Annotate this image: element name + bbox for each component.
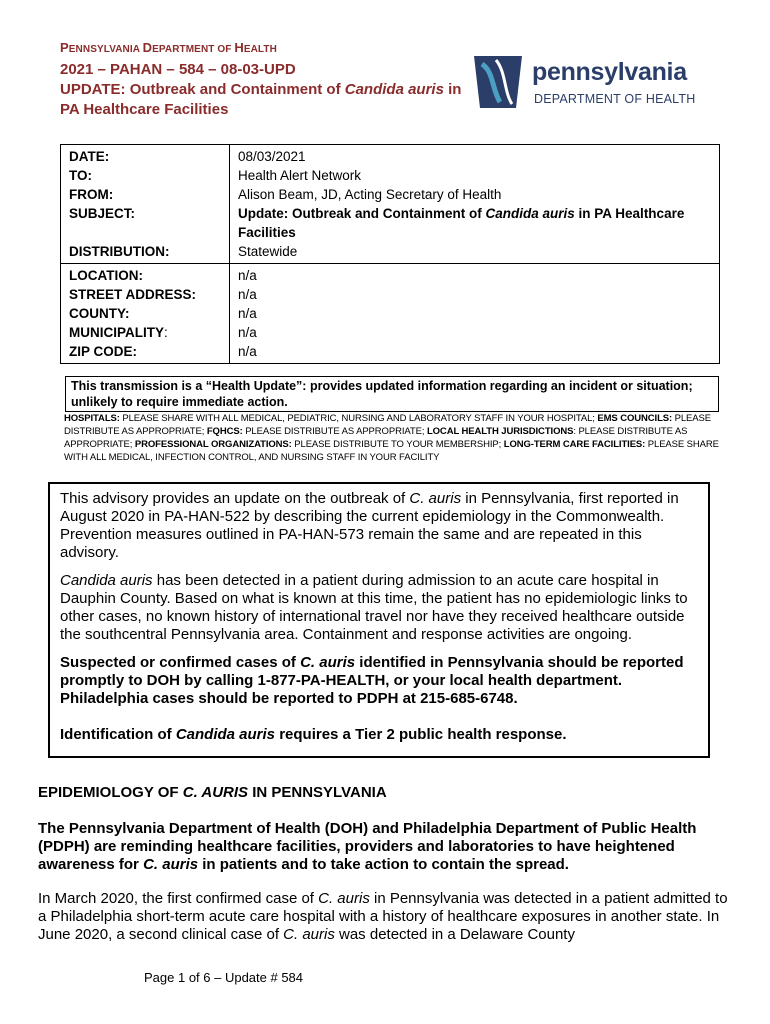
from-label: FROM: <box>69 187 114 202</box>
field-labels <box>61 145 230 264</box>
distribution-value: Statewide <box>238 244 298 259</box>
advisory-paragraph: Candida auris has been detected in a patient during admission to an acute care hospital in Dauphin County. Based on what is known at this time, the patient has no epidemiologic links to other cases, no known history of international travel nor have they received healthcare outside the southcentral Pennsylvania area. Containment and response activities are ongoing. <box>60 572 688 643</box>
body-paragraph: The Pennsylvania Department of Health (DOH) and Philadelphia Department of Public Health (PDPH) are reminding healthcare facilities, providers and laboratories to have heightened awareness for C. auris in patients and to take action to contain the spread. <box>38 820 697 873</box>
street-value: n/a <box>238 287 257 302</box>
to-label: TO: <box>69 168 92 183</box>
county-value: n/a <box>238 306 257 321</box>
location-value: n/a <box>238 268 257 283</box>
advisory-summary-box <box>48 482 710 758</box>
table-row <box>61 264 720 364</box>
subject-value: Update: Outbreak and Containment of Candida auris in PA Healthcare Facilities <box>238 206 685 240</box>
document-header <box>60 38 480 120</box>
municipality-label: MUNICIPALITY: <box>69 325 168 340</box>
title-line: UPDATE: Outbreak and Containment of Candida auris in <box>60 81 462 98</box>
street-label: STREET ADDRESS: <box>69 287 197 302</box>
response-tier: Identification of Candida auris requires a Tier 2 public health response. <box>60 726 567 743</box>
date-value: 08/03/2021 <box>238 149 306 164</box>
location-values <box>230 264 720 364</box>
logo-wordmark: pennsylvania <box>532 58 687 86</box>
subject-label: SUBJECT: <box>69 206 136 221</box>
spacer <box>69 223 221 242</box>
location-labels <box>61 264 230 364</box>
transmission-type-box: This transmission is a “Health Update”: provides updated information regarding an incident or situation; unlikely to require immediate action. <box>65 376 719 412</box>
to-value: Health Alert Network <box>238 168 362 183</box>
body-paragraph: In March 2020, the first confirmed case of C. auris in Pennsylvania was detected in a patient admitted to a Philadelphia short-term acute care hospital with a history of healthcare exposures in another state. In June 2020, a second clinical case of C. auris was detected in a Delaware County <box>38 890 728 943</box>
from-value: Alison Beam, JD, Acting Secretary of Health <box>238 187 502 202</box>
page-footer: Page 1 of 6 – Update # 584 <box>144 970 304 985</box>
zip-value: n/a <box>238 344 257 359</box>
department-name: PENNSYLVANIA DEPARTMENT OF HEALTH <box>60 40 277 55</box>
date-label: DATE: <box>69 149 110 164</box>
han-number: 2021 – PAHAN – 584 – 08-03-UPD <box>60 61 296 78</box>
distribution-label: DISTRIBUTION: <box>69 244 170 259</box>
title-line-2: PA Healthcare Facilities <box>60 101 229 118</box>
location-label: LOCATION: <box>69 268 143 283</box>
zip-label: ZIP CODE: <box>69 344 138 359</box>
table-row <box>61 145 720 264</box>
logo-subtitle: DEPARTMENT OF HEALTH <box>534 92 696 106</box>
advisory-paragraph: This advisory provides an update on the outbreak of C. auris in Pennsylvania, first reported in August 2020 in PA-HAN-522 by describing the current epidemiology in the Commonwealth. Prevention measures outlined in PA-HAN-573 remain the same and are repeated in this advisory. <box>60 490 679 561</box>
county-label: COUNTY: <box>69 306 130 321</box>
field-values <box>230 145 720 264</box>
reporting-instructions: Suspected or confirmed cases of C. auris identified in Pennsylvania should be reported promptly to DOH by calling 1-877-PA-HEALTH, or your local health department. Philadelphia cases should be reported to PDPH at 215-685-6748. <box>60 654 684 707</box>
section-heading: EPIDEMIOLOGY OF C. AURIS IN PENNSYLVANIA <box>38 784 387 801</box>
header-info-table <box>60 144 720 364</box>
municipality-value: n/a <box>238 325 257 340</box>
distribution-instructions: HOSPITALS: PLEASE SHARE WITH ALL MEDICAL, PEDIATRIC, NURSING AND LABORATORY STAFF IN YOUR HOSPITAL; EMS COUNCILS: PLEASE DISTRIBUTE AS APPROPRIATE; FQHCS: PLEASE DISTRIBUTE AS APPROPRIATE; LOCAL HEALTH JURISDICTIONS: PLEASE DISTRIBUTE AS APPROPRIATE; PROFESSIONAL ORGANIZATIONS: PLEASE DISTRIBUTE TO YOUR MEMBERSHIP; LONG-TERM CARE FACILITIES: PLEASE SHARE WITH ALL MEDICAL, INFECTION CONTROL, AND NURSING STAFF IN YOUR FACILITY <box>64 413 719 463</box>
